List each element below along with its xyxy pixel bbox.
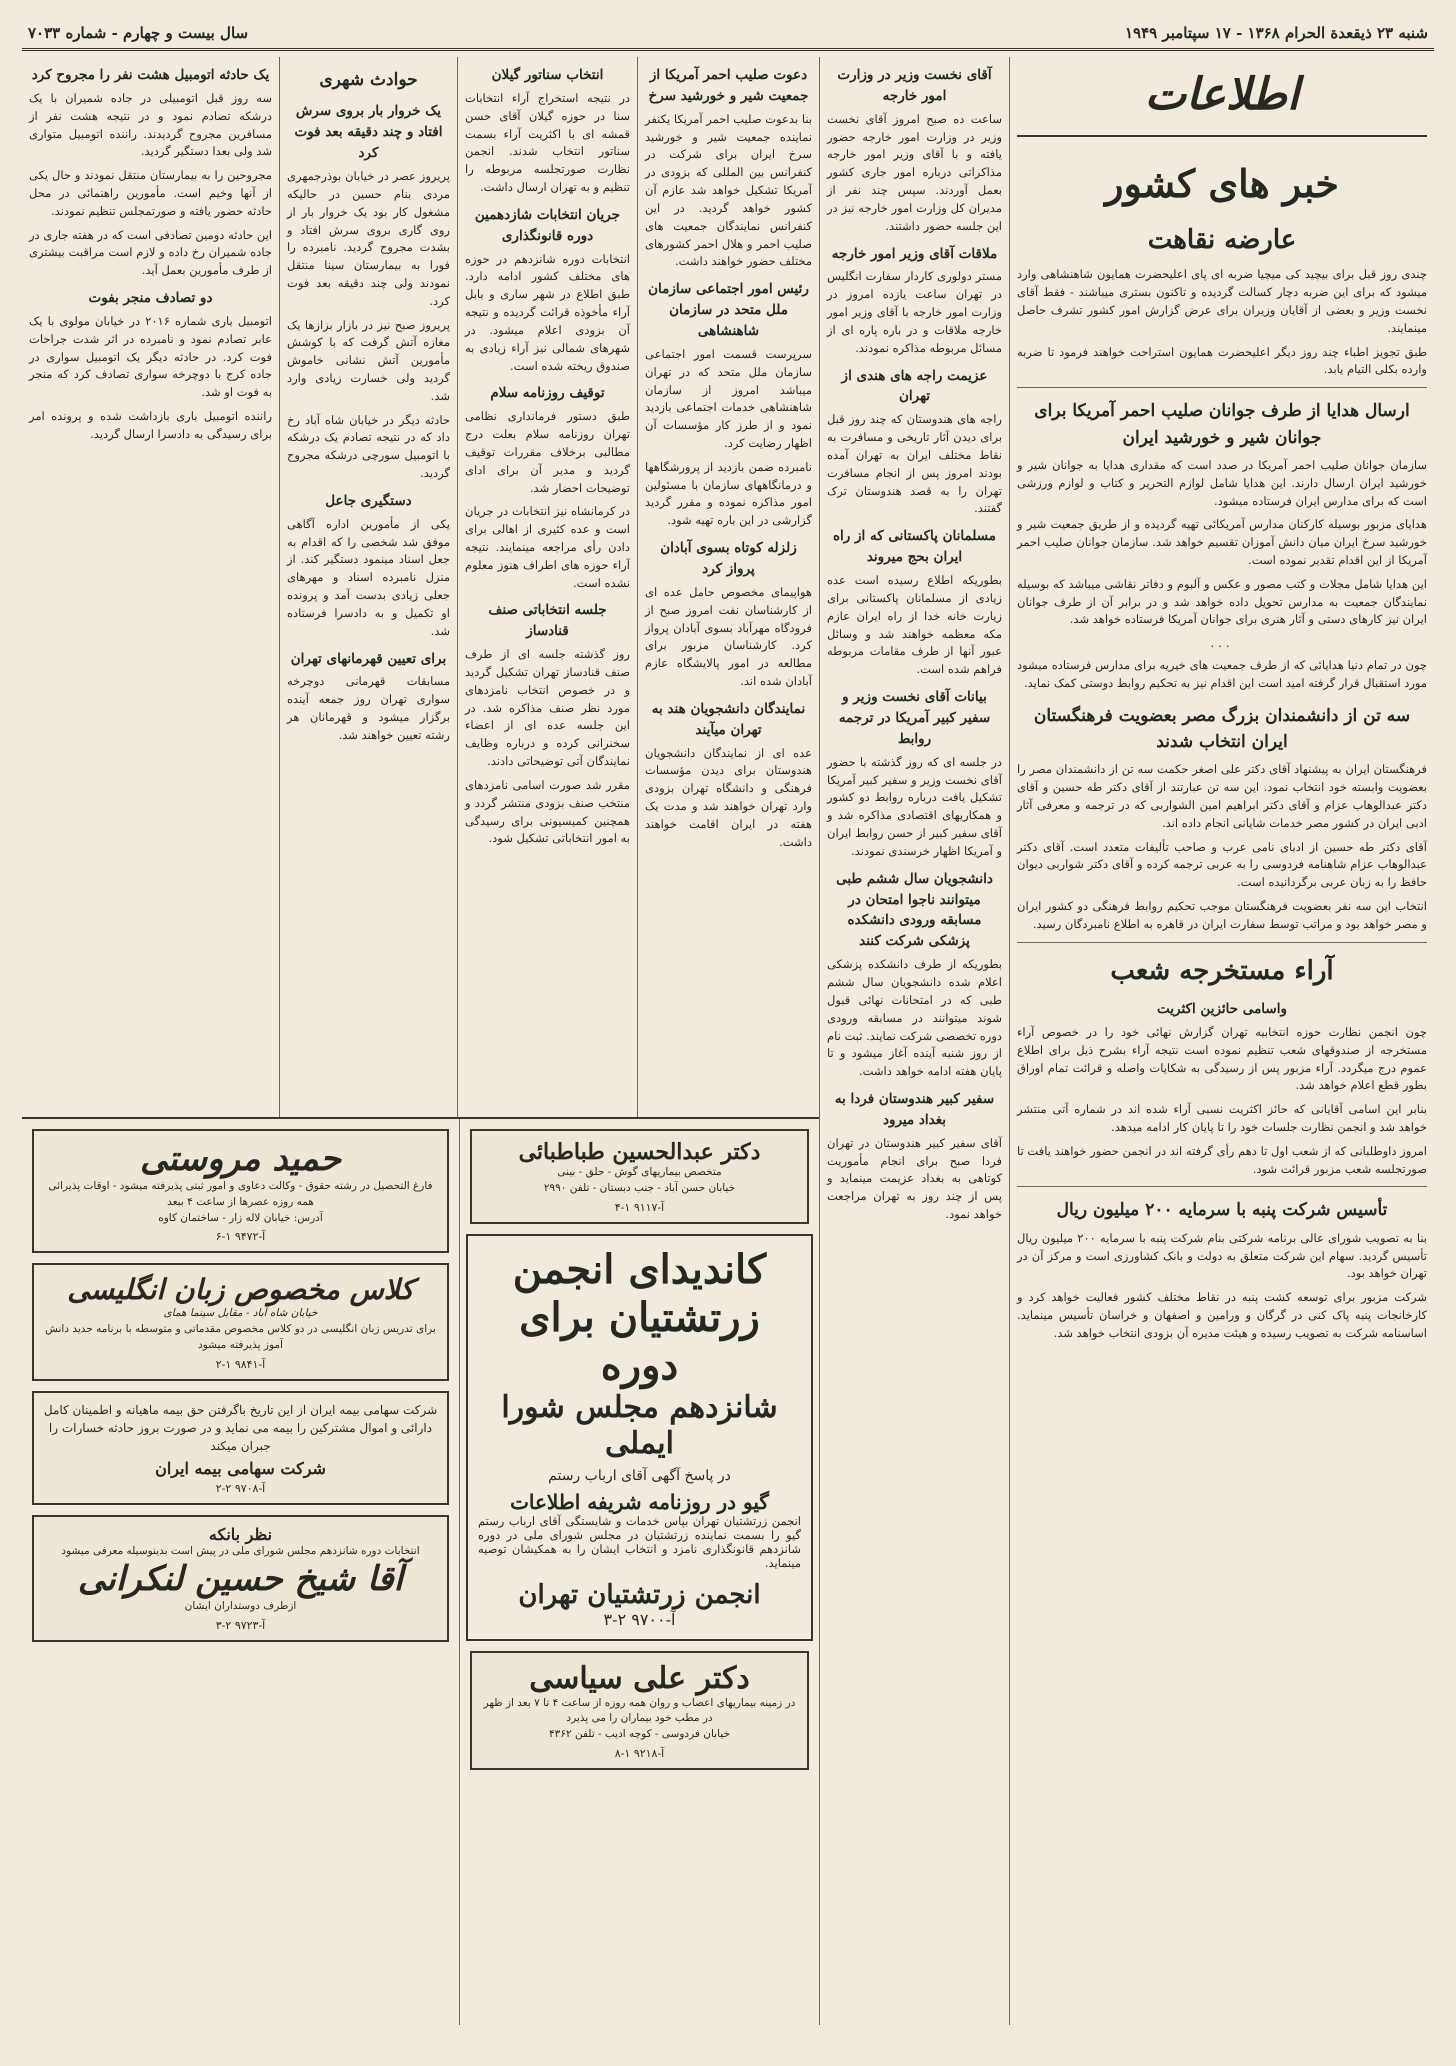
article-votes-body-2: بنابر این اسامی آقایانی که حائز اکثریت نسبی آراء شده اند در شماره آتی منتشر خواهد شد و انجمن نظارت جلسات خود را تا پایان کار ادامه میدهد. [1017,1102,1427,1134]
ad-zoro-sub: در پاسخ آگهی آقای ارباب رستم [548,1467,731,1484]
article-invite-body: بنا بدعوت صلیب احمر آمریکا یکنفر نماینده جمعیت شیر و خورشید سرخ ایران برای شرکت در کنفرانس بین المللی که بزودی در آمریکا تشکیل خواهد شد عازم آن کشور خواهد گردید. در این کنفرانس نمایندگان جمعیت های صلیب احمر و هلال احمر کشورهای مختلف حضور خواهند داشت. [645,111,812,269]
ad-candidate-code: آ-۹۷۲۳ ۲-۳ [215,1619,266,1632]
ad-candidate-lankarani [32,1515,449,1643]
column-ministry [819,57,1009,2025]
article-redcross-body: سازمان جوانان صلیب احمر آمریکا در صدد است که مقداری هدایا به جوانان شیر و خورشید ایران ارسال دارند. این هدایا شامل لوازم التحریر و کتاب و لوازم ورزشی است که برای مدارس ایران فرستاده میشود. [1017,457,1427,508]
headline-un-social: رئیس امور اجتماعی سازمان ملل متحد در سازمان شاهنشاهی [648,281,809,339]
ad-candidate-label: نظر بانکه [208,1524,273,1544]
ads-left [22,1119,459,2025]
headline-load-accident: یک خروار بار بروی سرش افتاد و چند دقیقه بعد فوت کرد [294,103,443,162]
article-egypt-body-2: آقای دکتر طه حسین از ادبای نامی عرب و صاحب تألیفات متعدد است. آقای دکتر عبدالوهاب عزام شاهنامه فردوسی را به عربی ترجمه کرده و آقای دکتر شواربی دیوان حافظ را به زبان عربی برگردانیده است. [1017,839,1427,890]
ad-zoro-title-1: کاندیدای انجمن [512,1245,767,1293]
headline-redcross-invite: دعوت صلیب احمر آمریکا از جمعیت شیر و خورشید سرخ [648,67,809,104]
article-illness-body-2: طبق تجویز اطباء چند روز دیگر اعلیحضرت همایون استراحت خواهند فرمود تا ضربه وارده بکلی التیام یابد. [1017,344,1427,377]
ad-english-class [32,1263,449,1380]
column-national-news [1009,57,1434,2025]
ad-candidate-footer: ازطرف دوستداران ایشان [184,1600,297,1613]
column-redcross [637,57,819,1117]
ad-class-title: کلاس مخصوص زبان انگلیسی [67,1273,414,1307]
ad-insurance-sign: شرکت سهامی بیمه ایران [155,1458,326,1478]
section-title: خبر های کشور [1105,161,1339,207]
article-car-body-2: مجروحین را به بیمارستان منتقل نمودند و حال یکی از آنها وخیم است. مأمورین راهنمائی در محل حادثه حضور یافته و صورتمجلس تنظیم نمودند. [29,168,272,218]
masthead-date: شنبه ۲۳ ذیقعدة الحرام ۱۳۶۸ - ۱۷ سپتامبر ۱۹۴۹ [1125,24,1428,42]
ad-insurance [32,1391,449,1505]
ad-zoro-code: آ-۹۷۰۰ ۲-۳ [603,1609,676,1629]
ad-class-code: آ-۹۸۴۱ ۱-۲ [215,1357,266,1371]
article-pm-body: ساعت ده صبح امروز آقای نخست وزیر در وزارت امور خارجه حضور یافته و با آقای وزیر امور خارجه مذاکراتی درباره امور جاری کشور بعمل آوردند. سپس چند نفر از مدیران کل وزارت امور خارجه نیز در این جلسه حضور داشتند. [827,111,1002,233]
headline-votes: آراء مستخرجه شعب [1110,955,1334,986]
headline-india-ambassador: سفیر کبیر هندوستان فردا به بغداد میرود [834,1090,995,1128]
article-pilgrims-body: بطوریکه اطلاع رسیده است عده زیادی از مسلمانان پاکستانی برای زیارت خانه خدا از راه ایران عازم مکه معظمه خواهند شد و وسائل عبور آنها از طرف مقامات مربوطه فراهم شده است. [827,573,1002,677]
article-rajas-body: راجه های هندوستان که چند روز قبل برای دیدن آثار تاریخی و مسافرت به نقاط مختلف ایران به تهران آمده بودند امروز پس از انجام مسافرت تهران را به قصد هندوستان ترک گفتند. [827,412,1002,516]
ad-zoroastrian-candidate [466,1234,813,1641]
subheadline-votes: واسامی حائزین اکثریت [1157,1000,1287,1017]
headline-illness: عارضه نقاهت [1147,225,1297,256]
separator-dots: ... [1210,636,1234,651]
headline-confectioners: جلسه انتخاباتی صنف قنادساز [488,602,607,640]
article-cotton-body-2: شرکت مزبور برای توسعه کشت پنبه در نقاط مختلف کشور فعالیت خواهد کرد و کارخانجات پنبه پاک کنی در گرگان و ورامین و اصفهان و خراسان تأسیس مینماید. اساسنامه شرکت به تصویب رسیده و هیئت مدیره آن بزودی انتخاب خواهد شد. [1017,1290,1427,1340]
ad-insurance-code: آ-۹۷۰۸ ۲-۲ [215,1481,266,1495]
columns [22,57,1434,2025]
article-confectioners-body-2: مقرر شد صورت اسامی نامزدهای منتخب صنف بزودی منتشر گردد و همچنین کمیسیونی برای رسیدگی به امور انتخاباتی تشکیل شود. [465,777,630,846]
headline-egypt-scholars: سه تن از دانشمندان بزرگ مصر بعضویت فرهنگستان ایران انتخاب شدند [1033,705,1411,753]
ad-hamid-address: آدرس: خیابان لاله زار - ساختمان کاوه [158,1211,323,1224]
ad-doctor1-address: خیابان حسن آباد - جنب دبستان - تلفن ۲۹۹۰ [543,1181,736,1194]
ad-zoro-sign: انجمن زرتشتیان تهران [518,1579,761,1610]
ad-hamid-marvasti [32,1129,449,1253]
article-confectioners-body: روز گذشته جلسه ای از طرف صنف قنادساز تهران تشکیل گردید و در خصوص انتخاب نامزدهای مورد نظر صنف مذاکره شد. در این جلسه عده ای از اعضاء سخنرانی کرده و درباره وظایف نمایندگان آتی توضیحاتی دادند. [465,647,630,769]
ad-doctor2-title: دکتر علی سیاسی [529,1660,750,1696]
masthead [22,18,1434,51]
headline-pm-foreign-ministry: آقای نخست وزیر در وزارت امور خارجه [837,67,992,104]
divider [1017,942,1427,943]
headline-us-ambassador: بیانات آقای نخست وزیر و سفیر کبیر آمریکا در ترجمه روابط [838,688,991,747]
article-india-body: آقای سفیر کبیر هندوستان در تهران فردا صبح برای انجام مأموریت کوتاهی به بغداد عزیمت مینماید و پس از چند روز به تهران مراجعت خواهد نمود. [827,1135,1002,1222]
headline-salam-ban: توقیف روزنامه سلام [490,385,605,402]
article-senator-body: در نتیجه استخراج آراء انتخابات سنا در حوزه گیلان آقای حسن قمشه ای با اکثریت آراء بسمت سناتور انتخاب شدند. انجمن نظارت صورتجلسه مربوطه را تنظیم و به تهران ارسال داشت. [465,90,630,194]
article-load-body: پریروز عصر در خیابان بوذرجمهری مردی بنام حسین در حالیکه مشغول کار بود یک خروار بار از روی گاری بروی سرش افتاد و بشدت مجروح گردید. نامبرده را فورا به بیمارستان سینا منتقل نمودند ولی چند دقیقه بعد فوت کرد. [287,169,450,308]
article-cotton-body: بنا به تصویب شورای عالی برنامه شرکتی بنام شرکت پنبه با سرمایه ۲۰۰ میلیون ریال تأسیس گردید. سهام این شرکت متعلق به دولت و بانک کشاورزی است و مرکز آن در تهران خواهد بود. [1017,1230,1427,1281]
article-un-body-2: نامبرده ضمن بازدید از پرورشگاهها و درمانگاههای سازمان با مسئولین امور مذاکره نموده و مقرر گردید گزارشی در این باره تهیه شود. [645,459,812,528]
ad-candidate-body: انتخابات دوره شانزدهم مجلس شورای ملی در پیش است بدینوسیله معرفی میشود [61,1544,420,1557]
headline-gilan-senator: انتخاب سناتور گیلان [491,67,604,83]
ad-doctor1-title: دکتر عبدالحسین طباطبائی [518,1139,761,1165]
article-un-body: سرپرست قسمت امور اجتماعی سازمان ملل متحد که در تهران میباشد امروز از سازمان شاهنشاهی خدمات اجتماعی بازدید نمود و از طرز کار مؤسسات آن اظهار رضایت کرد. [645,346,812,450]
ad-class-sub: خیابان شاه آباد - مقابل سینما همای [163,1307,318,1320]
divider [1017,387,1427,388]
ads-area [22,1117,819,2025]
article-champions-body: مسابقات قهرمانی دوچرخه سواری تهران روز جمعه آینده برگزار میشود و قهرمانان هر رشته تعیین خواهند شد. [287,674,450,742]
headline-forger-arrest: دستگیری جاعل [325,492,412,509]
article-elections-body: انتخابات دوره شانزدهم در حوزه های مختلف کشور ادامه دارد. طبق اطلاع در شهر ساری و بابل آراء مأخوذه قرائت گردیده و نتیجه آن بزودی اعلام میشود. در شهرهای شمالی نیز آراء زیادی به صندوق ریخته شده است. [465,251,630,373]
ad-zoro-title-3: شانزدهم مجلس شورا ایملی [501,1389,778,1461]
article-egypt-body-3: انتخاب این سه نفر بعضویت فرهنگستان موجب تحکیم روابط فرهنگی دو کشور ایران و مصر خواهد بود و مراتب توسط سفارت ایران در قاهره به اطلاع نامبردگان رسید. [1017,899,1427,931]
ad-candidate-title: آقا شیخ حسین لنکرانی [77,1559,404,1600]
article-votes-body: چون انجمن نظارت حوزه انتخابیه تهران گزارش نهائی خود را در خصوص آراء مستخرجه از صندوقهای شعب تنظیم نموده است نتیجه آراء بشرح ذیل برای اطلاع عموم درج میگردد. آراء مزبور پس از رسیدگی به شکایات واصله و قرائت تمام اوراق بطور قطع اعلام خواهد شد. [1017,1024,1427,1093]
ad-zoro-heading: گیو در روزنامه شریفه اطلاعات [510,1489,769,1514]
headline-city-events: حوادث شهری [319,70,418,90]
headline-indian-students: نمایندگان دانشجویان هند به تهران میآیند [651,700,806,738]
ad-hamid-code: آ-۹۴۷۲ ۱-۶ [215,1230,266,1244]
article-car-body-3: این حادثه دومین تصادفی است که در هفته جاری در جاده شمیران رخ داده و لازم است مراقبت بیشتری از طرف مأمورین بعمل آید. [29,227,272,278]
ad-hamid-title: حمید مروستی [139,1139,342,1179]
ad-insurance-body: شرکت سهامی بیمه ایران از این تاریخ باگرفتن حق بیمه ماهیانه و اطمینان کامل دارائی و اموال مشترکین را بیمه می نماید و در صورت بروز حادثه خسارات را جبران میکند [43,1402,438,1453]
article-illness-body: چندی روز قبل برای بیچید کی ميچیا ضربه ای پای اعلیحضرت همایون شاهنشاهی وارد میشود که برای این ضربه دچار کسالت گردیده و تاکنون بستری میباشند - فقط آقای نخست وزیر و بعضی از آقایان وزیران برای عرض گزارش امور کشور تشرف حاصل مینمایند. [1017,267,1427,335]
newspaper-logo: اطلاعات [1017,57,1427,137]
ad-doctor-tabatabai [470,1129,809,1224]
newspaper-page [22,18,1434,2028]
article-load-body-3: حادثه دیگر در خیابان شاه آباد رخ داد که در نتیجه تصادم یک درشکه با اتومبیل سورچی درشکه مجروح گردید. [287,412,450,481]
headline-pakistani-pilgrims: مسلمانان پاکستانی که از راه ایران بحج میروند [832,528,997,566]
article-car-body: سه روز قبل اتومبیلی در جاده شمیران با یک درشکه تصادم نمود و در نتیجه هشت نفر از مسافرین مجروح گردیدند. راننده اتومبیل متواری شد ولی بعدا دستگیر گردید. [29,90,272,159]
headline-cotton-company: تأسیس شرکت پنبه با سرمایه ۲۰۰ میلیون ریال [1056,1200,1388,1221]
ad-zoro-body: انجمن زرتشتیان تهران بپاس خدمات و شایستگی آقای ارباب رستم گیو را بسمت نماینده زرتشتیان در مجلس شورای ملی در دوره شانزدهم قانونگذاری نامزد و انتخاب ایشان را به همکیشان توصیه مینماید. [478,1513,801,1570]
article-redcross-body-3: این هدایا شامل مجلات و کتب مصور و عکس و آلبوم و دفاتر نقاشی میباشد که بوسیله نمایندگان جمعیت به مدارس تحویل داده خواهد شد و در برابر آن از طرف جوانان ایران نیز کارهای دستی و آثار هنری برای جوانان آمریکا فرستاده خواهد شد. [1017,576,1427,627]
article-ambassador-body: در جلسه ای که روز گذشته با حضور آقای نخست وزیر و سفیر کبیر آمریکا تشکیل یافت درباره روابط دو کشور و همکاریهای اقتصادی مذاکره شد و آقای سفیر کبیر از حسن روابط ایران و آمریکا اظهار خرسندی نمودند. [827,754,1002,858]
article-redcross-body-4: چون در تمام دنیا هدایائی که از طرف جمعیت های خیریه برای مدارس فرستاده میشود مورد استقبال قرار گرفته امید است این اقدام نیز به تحکیم روابط دوستی کمک نماید. [1017,658,1427,690]
headline-fatal-crashes: دو تصادف منجر بفوت [88,290,213,307]
masthead-issue: سال بیست و چهارم - شماره ۷۰۳۳ [28,24,249,42]
headline-redcross-gifts: ارسال هدایا از طرف جوانان صلیب احمر آمریکا برای جوانان شیر و خورشید ایران [1034,401,1410,448]
article-load-body-2: پریروز صبح نیز در بازار بزازها یک مغازه آتش گرفت که با کوشش مأمورین آتش نشانی خاموش گردید ولی خسارت زیادی وارد شد. [287,317,450,403]
headline-abadan-flight: زلزله کوتاه بسوی آبادان پرواز کرد [660,540,797,577]
article-abadan-body: هواپیمای مخصوص حامل عده ای از کارشناسان نفت امروز صبح از فرودگاه مهرآباد بسوی آبادان پرواز کرد. کارشناسان مزبور برای مطالعه در امور پالایشگاه عازم آبادان شده اند. [645,584,812,688]
article-forger-body: یکی از مأمورین اداره آگاهی موفق شد شخصی را که اقدام به جعل اسناد مینمود دستگیر کند. از منزل نامبرده اسناد و مهرهای جعلی زیادی بدست آمد و پرونده او تکمیل و به دادسرا فرستاده شد. [287,516,450,638]
article-fm-body: مستر دولوری کاردار سفارت انگلیس در تهران ساعت یازده امروز در وزارت امور خارجه با آقای وزیر امور خارجه ملاقات و در باره پاره ای از مسائل مربوطه مذاکره نمودند. [827,269,1002,355]
ad-doctor1-code: آ-۹۱۱۷ ۱-۴ [614,1200,665,1214]
ad-hamid-body: فارغ التحصیل در رشته حقوق - وکالت دعاوی و امور ثبتی پذیرفته میشود - اوقات پذیرائی همه روزه عصرها از ساعت ۴ ببعد [48,1180,433,1208]
article-fatal-body-2: راننده اتومبیل باری بازداشت شده و پرونده امر برای رسیدگی به دادسرا ارسال گردید. [29,409,272,441]
article-votes-body-3: امروز داوطلبانی که از شعب اول تا دهم رأی گرفته اند در انجمن حضور خواهند یافت تا صورتجلسه شعب مزبور قرائت شود. [1017,1143,1427,1176]
headline-car-accident: یک حادثه اتومبیل هشت نفر را مجروح کرد [31,67,270,83]
ad-zoro-title-2: زرتشتیان برای دوره [519,1293,760,1389]
article-indian-students-body: عده ای از نمایندگان دانشجویان هندوستان برای دیدن مؤسسات فرهنگی و دانشگاه تهران بزودی وارد تهران خواهند شد و مدت یک هفته در ایران اقامت خواهند داشت. [645,745,812,849]
left-top-columns [22,57,819,1117]
headline-rajas: عزیمت راجه های هندی از تهران [841,367,988,405]
article-fatal-body: اتومبیل باری شماره ۲۰۱۶ در خیابان مولوی با یک عابر تصادم نمود و نامبرده در اثر شدت جراحات فوت کرد. در حادثه دیگر یک اتومبیل سواری در جاده کرج با دوچرخه سواری تصادف کرد که منجر به فوت او شد. [29,313,272,400]
column-events [279,57,457,1117]
article-salam-body-2: در کرمانشاه نیز انتخابات در جریان است و عده کثیری از اهالی برای دادن رأی مراجعه مینمایند. نتیجه آراء حوزه های اطراف هنوز معلوم نشده است. [465,504,630,590]
article-egypt-body: فرهنگستان ایران به پیشنهاد آقای دکتر علی اصغر حکمت سه تن از دانشمندان مصر را بعضویت وابسته خود انتخاب نمود. این سه تن عبارتند از آقای دکتر طه حسین و آقای دکتر عبدالوهاب عزام و آقای دکتر ابراهیم امین الشواربی که در ترجمه و معرفی آثار ادبی ایران در کشور مصر خدمات شایانی انجام داده اند. [1017,762,1427,830]
ad-doctor2-address: خیابان فردوسی - کوچه ادیب - تلفن ۴۳۶۲ [549,1728,730,1740]
divider [1017,1186,1427,1187]
article-students-body: بطوریکه از طرف دانشکده پزشکی اعلام شده دانشجویان سال ششم طبی که در امتحانات نهائی قبول شوند میتوانند در مسابقه ورودی دوره تخصصی شرکت نمایند. ثبت نام از روز شنبه آینده آغاز میشود و تا پایان هفته ادامه خواهد داشت. [827,957,1002,1079]
headline-tehran-champions: برای تعیین قهرمانهای تهران [290,650,447,667]
article-redcross-body-2: هدایای مزبور بوسیله کارکنان مدارس آمریکائی تهیه گردیده و از طریق جمعیت شیر و خورشید سرخ ایران میان دانش آموزان تقسیم خواهد شد. سازمان جوانان صلیب احمر آمریکا از این اقدام تقدیر نموده است. [1017,517,1427,567]
article-salam-body: طبق دستور فرمانداری نظامی تهران روزنامه سلام بعلت درج مطالبی برخلاف مقررات توقیف گردید و مدیر آن برای ادای توضیحات احضار شد. [465,409,630,495]
headline-fm-meeting: ملاقات آقای وزیر امور خارجه [831,245,998,262]
headline-16th-elections: جریان انتخابات شازدهمین دوره قانونگذاری [474,206,621,244]
left-block [22,57,819,2025]
headline-medical-students: دانشجویان سال ششم طبی میتوانند ناجوا امتحان در مسابقه ورودی دانشکده پزشکی شرکت کنند [836,870,993,950]
ads-center [459,1119,819,2025]
ad-doctor1-sub: متخصص بیماریهای گوش - حلق - بینی [557,1166,722,1178]
column-senate [457,57,637,1117]
ad-class-body: برای تدریس زبان انگلیسی در دو کلاس مخصوص مقدماتی و متوسطه با برنامه جدید دانش آموز پذیرفته میشود [45,1323,436,1351]
ad-doctor-siasi [470,1651,809,1770]
column-accident [22,57,279,1117]
ad-doctor2-body: در زمینه بیماریهای اعصاب و روان همه روزه از ساعت ۴ تا ۷ بعد از ظهر در مطب خود بیماران را می پذیرد [483,1696,796,1725]
ad-doctor2-code: آ-۹۲۱۸ ۱-۸ [614,1746,665,1760]
